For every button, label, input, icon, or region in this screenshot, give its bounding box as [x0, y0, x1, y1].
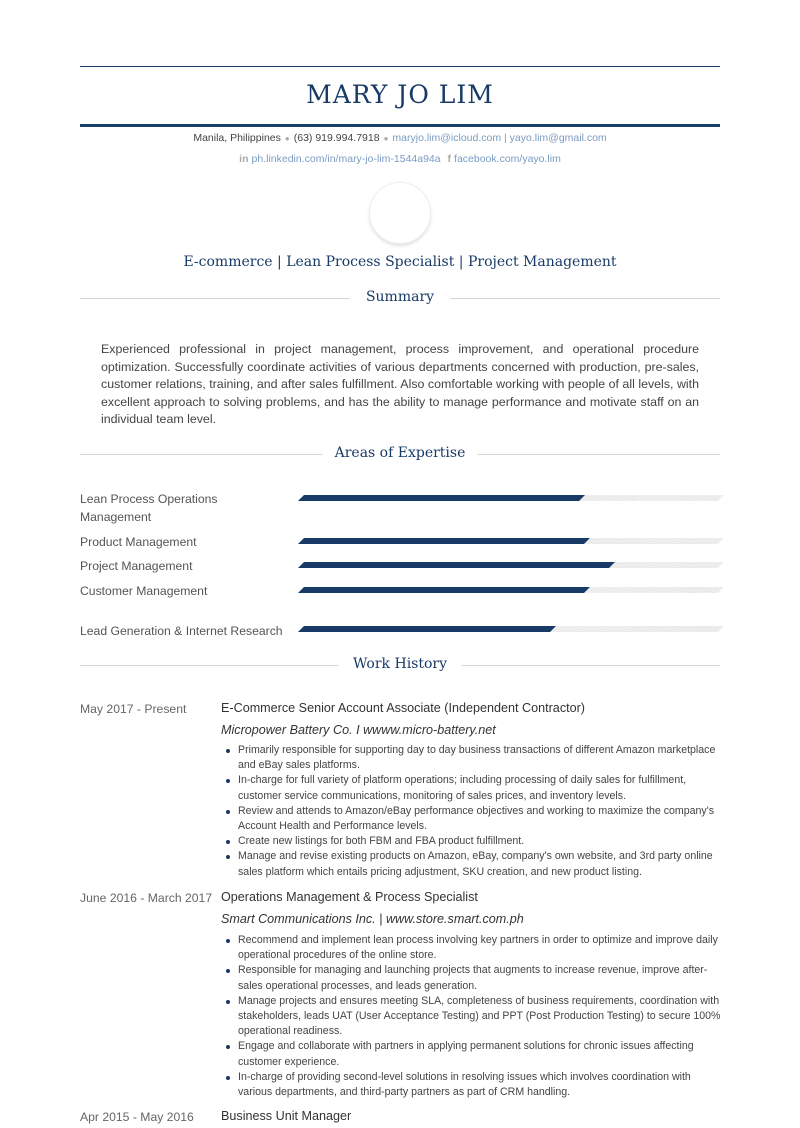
skill-bar — [298, 495, 724, 501]
separator-dot-icon: ● — [284, 134, 290, 143]
contact-line-2 — [0, 153, 800, 165]
job-title: Operations Management & Process Specialist — [221, 890, 478, 904]
location-text: Manila, Philippines — [193, 132, 281, 144]
job-date: Apr 2015 - May 2016 — [80, 1110, 194, 1124]
expertise-heading — [80, 445, 720, 465]
linkedin-link[interactable]: ph.linkedin.com/in/mary-jo-lim-1544a94a — [251, 153, 441, 165]
job-date: June 2016 - March 2017 — [80, 891, 213, 905]
skill-bar-fill — [298, 626, 556, 632]
list-item: In-charge for full variety of platform operations; including processing of daily sales for fulfillment, customer service communications, monitoring of sales prices, and inventory levels. — [221, 773, 721, 803]
skill-bar-fill — [298, 495, 585, 501]
skill-bar-fill — [298, 562, 615, 568]
skill-bar — [298, 626, 724, 632]
email-links[interactable]: maryjo.lim@icloud.com | yayo.lim@gmail.com — [392, 132, 607, 144]
work-heading — [80, 656, 720, 676]
list-item: Manage projects and ensures meeting SLA, completeness of business requirements, coordination with stakeholders, leads UAT (User Acceptance Testing) and PPT (Post Production Testing) to secure 100% operational readiness. — [221, 994, 721, 1040]
skill-label: Product Management — [80, 535, 197, 549]
job-title: E-Commerce Senior Account Associate (Independent Contractor) — [221, 701, 586, 715]
expertise-title: Areas of Expertise — [334, 445, 466, 461]
list-item: Responsible for managing and launching projects that augments to increase revenue, improve after-sales operational processes, and leads generation. — [221, 963, 721, 993]
job-company: Micropower Battery Co. I wwww.micro-battery.net — [221, 723, 496, 737]
facebook-icon: f — [447, 153, 452, 165]
name-underline — [80, 124, 720, 127]
skill-bar — [298, 538, 724, 544]
summary-title: Summary — [365, 289, 435, 305]
phone-text: (63) 919.994.7918 — [293, 132, 380, 144]
skill-label: Project Management — [80, 559, 193, 573]
skill-bar — [298, 587, 724, 593]
list-item: Primarily responsible for supporting day to day business transactions of different Amazon marketplace and eBay sales platforms. — [221, 743, 721, 773]
skill-bar-fill — [298, 587, 590, 593]
list-item: In-charge of providing second-level solutions in resolving issues which involves coordination with various departments, and third-party partners as part of CRM handling. — [221, 1070, 721, 1100]
top-rule — [80, 66, 720, 67]
contact-line-1 — [0, 132, 800, 144]
list-item: Engage and collaborate with partners in applying permanent solutions for chronic issues affecting customer experience. — [221, 1039, 721, 1069]
list-item: Manage and revise existing products on Amazon, eBay, company's own website, and 3rd party online sales platform which entails pricing adjustment, SKU creation, and new product listing. — [221, 849, 721, 879]
skill-bar-fill — [298, 538, 590, 544]
summary-heading — [80, 289, 720, 309]
summary-text: Experienced professional in project management, process improvement, and operational procedure optimization. Successfully coordinate activities of various departments concerned with production, pre-sales, customer relations, training, and after sales fulfillment. Also comfortable working with people of all levels, with excellent approach to solving problems, and has the ability to manage performance and motivate staff on an individual team level. — [101, 342, 699, 426]
list-item: Create new listings for both FBM and FBA product fulfillment. — [221, 834, 721, 849]
facebook-link[interactable]: facebook.com/yayo.lim — [454, 153, 561, 165]
job-company: Smart Communications Inc. | www.store.smart.com.ph — [221, 912, 524, 926]
skill-bar — [298, 562, 724, 568]
work-title: Work History — [352, 656, 448, 672]
linkedin-icon: in — [239, 153, 249, 165]
skill-label: Lead Generation & Internet Research — [80, 624, 283, 638]
job-date: May 2017 - Present — [80, 702, 187, 716]
job-bullets — [221, 743, 721, 880]
skill-label: Lean Process Operations Management — [80, 492, 218, 524]
list-item: Recommend and implement lean process involving key partners in order to optimize and improve daily operational procedures of the online store. — [221, 933, 721, 963]
job-bullets — [221, 933, 721, 1100]
profile-photo — [369, 182, 431, 244]
candidate-name: MARY JO LIM — [306, 80, 494, 109]
separator-dot-icon: ● — [383, 134, 389, 143]
job-title: Business Unit Manager — [221, 1109, 352, 1123]
headline: E-commerce | Lean Process Specialist | Project Management — [183, 254, 617, 270]
skill-label: Customer Management — [80, 584, 208, 598]
list-item: Review and attends to Amazon/eBay performance objectives and working to maximize the company's Account Health and Performance levels. — [221, 804, 721, 834]
